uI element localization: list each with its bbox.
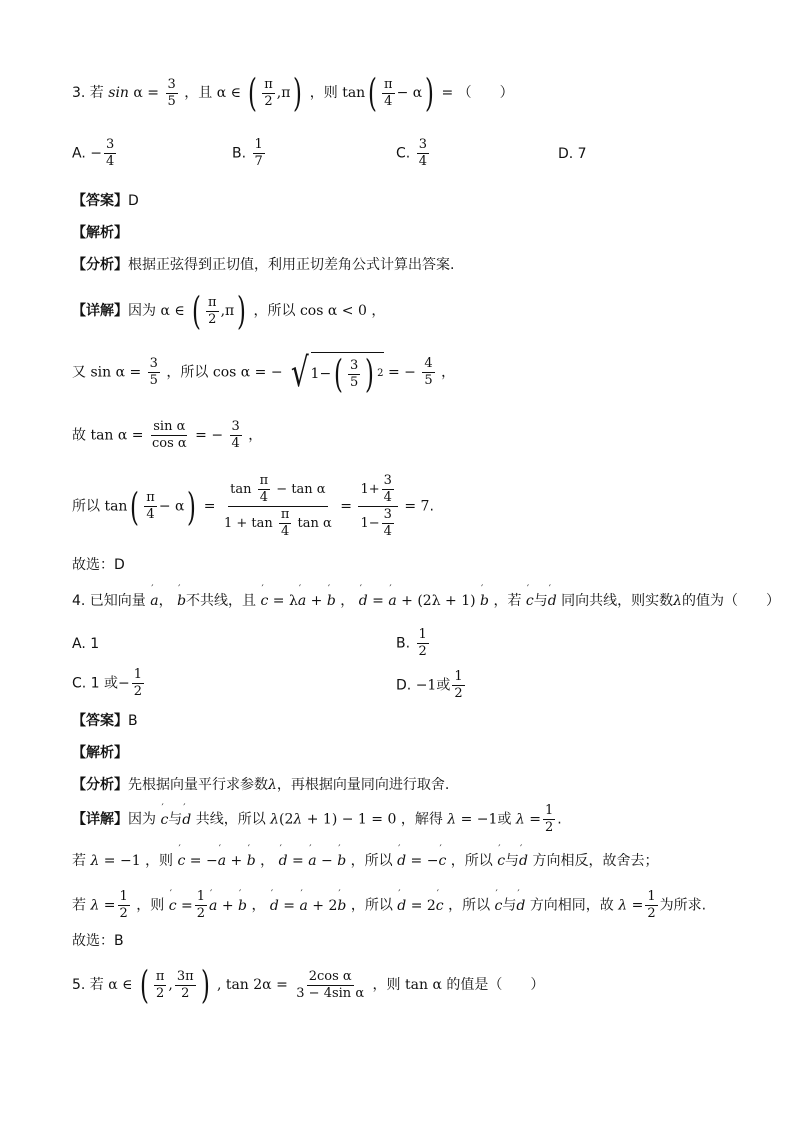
- q4-option-c[interactable]: C. 1 或− $\frac{1}{2}$: [72, 667, 143, 699]
- q3-detail-line2: 又 sin α = $\frac{3}{5}$ ，所以 cos α = − √ 1− ( $\frac{3}{5}$ ) 2 = − $\frac{4}{5}$ ，: [72, 349, 456, 396]
- q4-analysis: 【分析】先根据向量平行求参数λ，再根据向量同向进行取舍.: [72, 777, 450, 793]
- q4-jiexi-heading: 【解析】: [72, 745, 128, 761]
- q4-stem: 4. 已知向量 ′ a， ′ b不共线，且 ′ c = λ′ a + ′ b ， ′ d = ′ a + (2λ + 1) ′ b ，若 ′ c与′ d 同向共线，则实数λ的值为（ ）: [72, 594, 780, 608]
- q4-choose: 故选：B: [72, 933, 124, 949]
- q4-detail-line1: 【详解】因为 ′ c与′ d 共线，所以 λ(2λ + 1) − 1 = 0 ，解得 λ = −1或 λ = $\frac{1}{2}$ .: [72, 804, 562, 835]
- q3-option-c[interactable]: C. $\frac{3}{4}$: [396, 137, 427, 169]
- q3-jiexi-heading: 【解析】: [72, 225, 128, 241]
- q3-option-b[interactable]: B. $\frac{1}{7}$: [232, 137, 263, 169]
- q3-stem: 3. 若 sin α = $\frac{3}{5}$ ，且 α ∈ ( $\frac{\pi}{2}$ ,π) ，则 tan( $\frac{\pi}{4}$ − α) = （ ）: [72, 71, 514, 115]
- q3-option-d[interactable]: D. 7: [558, 146, 587, 162]
- q4-option-a[interactable]: A. 1: [72, 636, 100, 652]
- q3-answer: 【答案】D: [72, 193, 139, 209]
- q4-answer: 【答案】B: [72, 713, 138, 729]
- q3-detail-line1: 【详解】因为 α ∈ ( $\frac{\pi}{2}$ ,π) ，所以 cos α < 0 ，: [72, 289, 386, 333]
- q3-option-a[interactable]: A. − $\frac{3}{4}$: [72, 137, 115, 169]
- q5-stem: 5. 若 α ∈ ( $\frac{\pi}{2}$ , $\frac{3\pi}{2}$ ) , tan 2α = $\frac{\text{2cos α}}{\text{3 − 4sin α}}$ ，则 tan α 的值是（ ）: [72, 963, 545, 1007]
- q3-choose: 故选：D: [72, 557, 125, 573]
- q3-detail-line3: 故 tan α = $\frac{\text{sin α}}{\text{cos α}}$ = − $\frac{3}{4}$ ，: [72, 419, 263, 451]
- q3-detail-line4: 所以 tan( $\frac{\pi}{4}$ − α) = tan $\frac{\pi}{4}$ − tan α 1 + tan $\frac{\pi}{4}$ tan α = 1+ $\frac{3}{4}$ 1− $\frac{3}{4}$ = 7.: [72, 473, 434, 539]
- q4-detail-line2: 若 λ = −1 ，则 ′ c = −′ a + ′ b ， ′ d = ′ a − ′ b ，所以 ′ d = −′ c ，所以 ′ c与′ d 方向相反，故舍去；: [72, 854, 658, 868]
- q4-option-b[interactable]: B. $\frac{1}{2}$: [396, 627, 427, 659]
- q4-detail-line3: 若 λ = $\frac{1}{2}$ ，则 ′ c = $\frac{1}{2}$ ′ a + ′ b ， ′ d = ′ a + 2′ b ，所以 ′ d = 2′ c ，所以 ′ c与′ d 方向相同，故 λ = $\frac{1}{2}$ 为所求.: [72, 890, 706, 921]
- q3-analysis: 【分析】根据正弦得到正切值，利用正切差角公式计算出答案.: [72, 257, 455, 273]
- q4-option-d[interactable]: D. −1或 $\frac{1}{2}$: [396, 669, 463, 701]
